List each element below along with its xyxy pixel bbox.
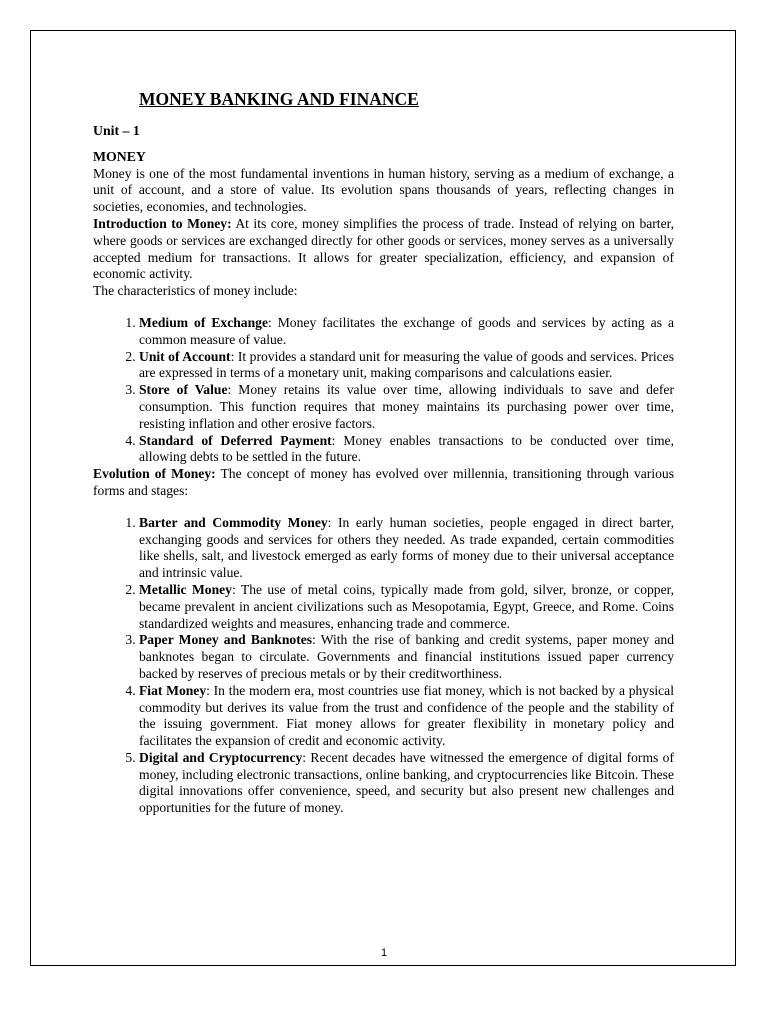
list-item-text: : In the modern era, most countries use fiat money, which is not backed by a physical commodity but derives its value from the trust and confidence of the people and the stability of the issuing government. Fiat money allows for greater flexibility in monetary policy and facilitates the expansion of credit and economic activity. [139, 682, 674, 749]
list-item [139, 515, 674, 582]
introduction-text: At its core, money simplifies the process of trade. Instead of relying on barter, where goods or services are exchanged directly for other goods or services, money serves as a universally accepted medium for transactions. It allows for greater specialization, efficiency, and expansion of economic activity. [93, 215, 674, 282]
list-item-text: : In early human societies, people engaged in direct barter, exchanging goods and services for others they needed. As trade expanded, certain commodities like shells, salt, and livestock emerged as early forms of money due to their universal acceptance and intrinsic value. [139, 514, 674, 581]
list-item-text: : Money enables transactions to be conducted over time, allowing debts to be settled in the future. [139, 432, 674, 465]
section-heading: MONEY [93, 148, 146, 164]
page-number: 1 [380, 947, 388, 959]
list-item-term: Barter and Commodity Money [139, 514, 328, 530]
list-item-text: : With the rise of banking and credit systems, paper money and banknotes began to circulate. Governments and financial institutions issued paper currency backed by reserves of precious metals or by their creditworthiness. [139, 632, 674, 681]
characteristics-lead: The characteristics of money include: [93, 283, 298, 299]
list-item [139, 382, 674, 432]
intro-paragraph: Money is one of the most fundamental inventions in human history, serving as a medium of exchange, a unit of account, and a store of value. Its evolution spans thousands of years, reflecting changes in societies, economies, and technologies. [93, 165, 674, 215]
evolution-paragraph [93, 466, 674, 500]
list-item-term: Medium of Exchange [139, 314, 268, 330]
list-item [139, 683, 674, 750]
evolution-term: Evolution of Money: [93, 466, 216, 482]
list-item-text: : The use of metal coins, typically made from gold, silver, bronze, or copper, became prevalent in ancient civilizations such as Mesopotamia, Egypt, Greece, and Rome. Coins standardized weights and measures, enhancing trade and commerce. [139, 581, 675, 631]
document-body [93, 88, 674, 817]
list-item-text: : Money retains its value over time, allowing individuals to save and defer consumption. This function requires that money maintains its purchasing power over time, resisting inflation and other erosive factors. [139, 382, 674, 431]
list-item-text: : Money facilitates the exchange of goods and services by acting as a common measure of value. [139, 314, 674, 347]
list-item [139, 632, 674, 682]
list-item-term: Digital and Cryptocurrency [139, 749, 303, 765]
list-item-term: Standard of Deferred Payment [139, 432, 332, 448]
list-item [139, 750, 674, 817]
list-item-text: : Recent decades have witnessed the emergence of digital forms of money, including electronic transactions, online banking, and cryptocurrencies like Bitcoin. These digital innovations offer convenience, speed, and security but also present new challenges and opportunities for the future of money. [139, 749, 674, 816]
evolution-list [93, 515, 674, 817]
unit-label: Unit – 1 [93, 123, 140, 138]
list-item-term: Paper Money and Banknotes [139, 632, 313, 648]
introduction-paragraph [93, 216, 674, 283]
list-item-term: Metallic Money [139, 581, 232, 597]
list-item-term: Unit of Account [139, 348, 231, 364]
list-item [139, 315, 674, 349]
list-item-term: Fiat Money [139, 682, 207, 698]
characteristics-list [93, 315, 674, 466]
document-title: MONEY BANKING AND FINANCE [139, 89, 419, 109]
list-item [139, 349, 674, 383]
introduction-term: Introduction to Money: [93, 215, 232, 231]
list-item-term: Store of Value [139, 382, 228, 398]
evolution-text: The concept of money has evolved over millennia, transitioning through various forms and stages: [93, 466, 674, 498]
list-item-text: : It provides a standard unit for measuring the value of goods and services. Prices are expressed in terms of a monetary unit, making comparisons and calculations easier. [139, 348, 674, 381]
list-item [139, 433, 674, 467]
list-item [139, 582, 674, 632]
